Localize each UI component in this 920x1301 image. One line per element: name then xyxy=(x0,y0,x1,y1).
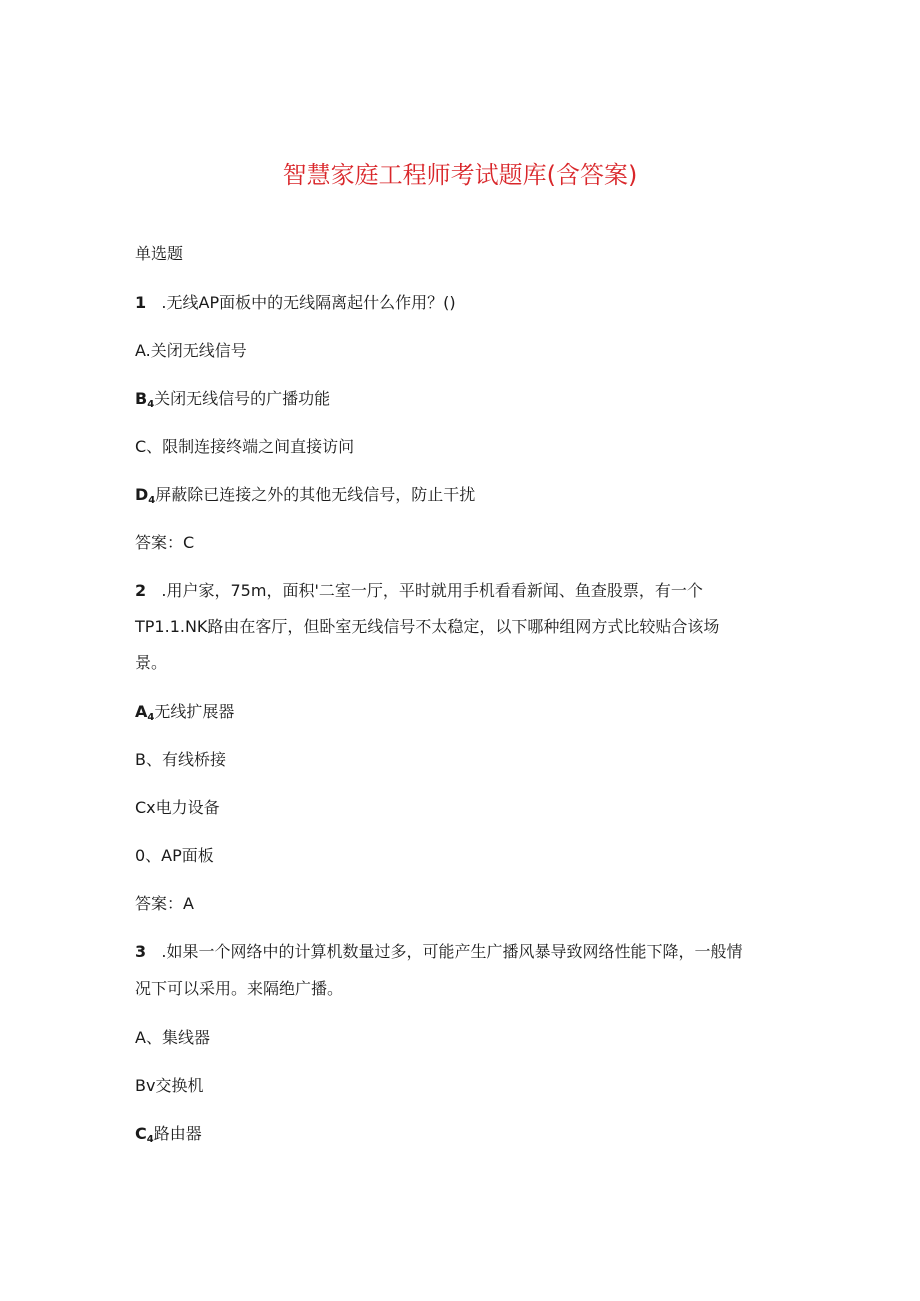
question-1-stem xyxy=(135,292,456,314)
question-2-stem-line-3: 景。 xyxy=(135,653,168,672)
question-1-option-d: $D_4$屏蔽除已连接之外的其他无线信号，防止干扰 xyxy=(135,485,476,506)
question-text: .如果一个网络中的计算机数量过多，可能产生广播风暴导致网络性能下降，一般情 xyxy=(161,942,743,961)
question-2-stem-line-2: TP1.1.NK路由在客厅，但卧室无线信号不太稳定，以下哪种组网方式比较贴合该场 xyxy=(135,617,720,636)
question-text: .无线AP面板中的无线隔离起什么作用？() xyxy=(161,293,456,312)
question-2-option-c: Cx电力设备 xyxy=(135,798,220,817)
question-3-option-b: Bv交换机 xyxy=(135,1076,204,1095)
question-3-stem-line-1 xyxy=(135,941,743,963)
question-2-answer: 答案：A xyxy=(135,894,194,913)
question-3-option-a: A、集线器 xyxy=(135,1028,210,1047)
question-2-option-a: $A_4$无线扩展器 xyxy=(135,702,235,723)
question-2-option-b: B、有线桥接 xyxy=(135,750,226,769)
question-1-option-a: A.关闭无线信号 xyxy=(135,341,247,360)
question-1-option-b: $B_4$关闭无线信号的广播功能 xyxy=(135,389,331,410)
document-title: 智慧家庭工程师考试题库(含答案) xyxy=(282,161,638,189)
question-3-option-c: $C_4$路由器 xyxy=(135,1124,202,1145)
question-1-answer: 答案：C xyxy=(135,533,195,552)
section-heading: 单选题 xyxy=(135,244,184,263)
question-1-option-c: C、限制连接终端之间直接访问 xyxy=(135,437,355,456)
question-2-option-d: 0、AP面板 xyxy=(135,846,214,865)
question-text: .用户家，75m，面积'二室一厅，平时就用手机看看新闻、鱼查股票，有一个 xyxy=(161,581,703,600)
question-number: 2 xyxy=(135,581,147,600)
question-number: 3 xyxy=(135,942,147,961)
question-3-stem-line-2: 况下可以采用。来隔绝广播。 xyxy=(135,979,344,998)
question-2-stem-line-1 xyxy=(135,580,703,602)
question-number: 1 xyxy=(135,293,147,312)
